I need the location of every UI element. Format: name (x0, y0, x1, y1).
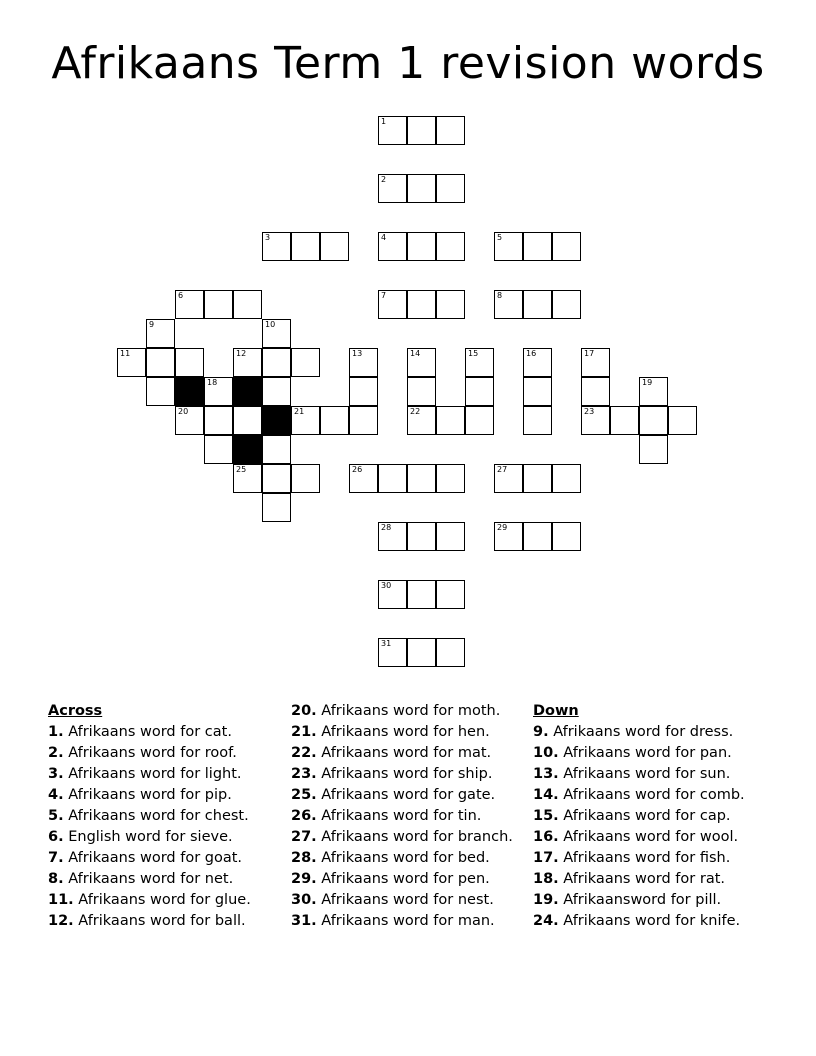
clue-number: 3 (265, 233, 271, 242)
clue-number: 2. (48, 745, 64, 761)
clue-number: 31 (381, 639, 392, 648)
clue-item (533, 869, 773, 890)
grid-cell[interactable] (465, 406, 494, 435)
grid-cell[interactable] (204, 435, 233, 464)
clue-number: 11. (48, 892, 74, 908)
clue-number: 14 (410, 349, 421, 358)
grid-cell[interactable] (407, 290, 436, 319)
grid-cell[interactable] (436, 406, 465, 435)
black-square (233, 435, 262, 464)
clue-number: 8. (48, 871, 64, 887)
clue-text: English word for sieve. (68, 829, 233, 845)
clue-item (533, 743, 773, 764)
grid-cell[interactable] (378, 232, 407, 261)
clue-number: 20. (291, 703, 317, 719)
clue-number: 28 (381, 523, 392, 532)
clue-item (533, 764, 773, 785)
clue-item (533, 890, 773, 911)
clue-number: 2 (381, 175, 387, 184)
grid-cell[interactable] (175, 290, 204, 319)
clue-number: 27 (497, 465, 508, 474)
grid-cell[interactable] (465, 348, 494, 377)
grid-cell[interactable] (378, 580, 407, 609)
grid-cell[interactable] (523, 232, 552, 261)
clue-number: 22. (291, 745, 317, 761)
clue-item (533, 848, 773, 869)
grid-cell[interactable] (436, 464, 465, 493)
clue-item (291, 722, 521, 743)
clue-number: 27. (291, 829, 317, 845)
grid-cell[interactable] (523, 464, 552, 493)
grid-cell[interactable] (523, 522, 552, 551)
clue-text: Afrikaans word for nest. (321, 892, 494, 908)
grid-cell[interactable] (552, 522, 581, 551)
clue-text: Afrikaans word for gate. (321, 787, 496, 803)
clue-number: 22 (410, 407, 421, 416)
grid-cell[interactable] (233, 464, 262, 493)
clue-text: Afrikaans word for hen. (321, 724, 490, 740)
black-square (233, 377, 262, 406)
grid-cell[interactable] (639, 435, 668, 464)
clues-column-1 (48, 701, 278, 932)
clue-number: 10 (265, 320, 276, 329)
clue-number: 17 (584, 349, 595, 358)
grid-cell[interactable] (436, 522, 465, 551)
clue-text: Afrikaans word for dress. (553, 724, 734, 740)
grid-cell[interactable] (581, 377, 610, 406)
grid-cell[interactable] (262, 377, 291, 406)
across-heading: Across (48, 703, 103, 719)
grid-cell[interactable] (175, 348, 204, 377)
clue-item (533, 827, 773, 848)
clue-item (291, 743, 521, 764)
grid-cell[interactable] (436, 290, 465, 319)
clue-item (533, 911, 773, 932)
grid-cell[interactable] (407, 174, 436, 203)
clue-number: 20 (178, 407, 189, 416)
page-title: Afrikaans Term 1 revision words (51, 38, 765, 89)
grid-cell[interactable] (320, 232, 349, 261)
clue-item (48, 743, 278, 764)
clue-item (291, 869, 521, 890)
grid-cell[interactable] (494, 290, 523, 319)
grid-cell[interactable] (262, 493, 291, 522)
grid-cell[interactable] (494, 522, 523, 551)
grid-cell[interactable] (349, 406, 378, 435)
clue-number: 5. (48, 808, 64, 824)
grid-cell[interactable] (262, 348, 291, 377)
clue-item (533, 785, 773, 806)
grid-cell[interactable] (146, 319, 175, 348)
black-square (262, 406, 291, 435)
clue-text: Afrikaans word for net. (68, 871, 234, 887)
grid-cell[interactable] (146, 377, 175, 406)
clue-item (48, 785, 278, 806)
clue-text: Afrikaans word for light. (68, 766, 242, 782)
clue-number: 23 (584, 407, 595, 416)
grid-cell[interactable] (494, 464, 523, 493)
grid-cell[interactable] (407, 638, 436, 667)
down-clue-list (533, 722, 773, 932)
clue-text: Afrikaans word for ball. (78, 913, 246, 929)
clue-item (291, 764, 521, 785)
grid-cell[interactable] (552, 464, 581, 493)
grid-cell[interactable] (407, 348, 436, 377)
grid-cell[interactable] (552, 232, 581, 261)
clue-number: 29 (497, 523, 508, 532)
clue-number: 9. (533, 724, 549, 740)
grid-cell[interactable] (668, 406, 697, 435)
grid-cell[interactable] (552, 290, 581, 319)
grid-cell[interactable] (436, 174, 465, 203)
clue-item (291, 785, 521, 806)
clue-item (48, 848, 278, 869)
clue-text: Afrikaans word for cap. (563, 808, 731, 824)
clue-number: 31. (291, 913, 317, 929)
grid-cell[interactable] (610, 406, 639, 435)
clue-number: 6 (178, 291, 184, 300)
grid-cell[interactable] (291, 406, 320, 435)
clue-number: 30. (291, 892, 317, 908)
clue-number: 15 (468, 349, 479, 358)
clue-number: 26 (352, 465, 363, 474)
clue-text: Afrikaans word for ship. (321, 766, 493, 782)
clue-number: 7 (381, 291, 387, 300)
clue-item (48, 722, 278, 743)
clue-text: Afrikaans word for glue. (78, 892, 251, 908)
grid-cell[interactable] (639, 377, 668, 406)
grid-cell[interactable] (146, 348, 175, 377)
across-clue-list-continued (291, 701, 521, 932)
clues-column-3 (533, 701, 773, 932)
clue-item (291, 911, 521, 932)
clue-number: 4. (48, 787, 64, 803)
clue-item (48, 890, 278, 911)
grid-cell[interactable] (262, 319, 291, 348)
grid-cell[interactable] (262, 464, 291, 493)
clue-number: 25 (236, 465, 247, 474)
grid-cell[interactable] (378, 464, 407, 493)
grid-cell[interactable] (349, 464, 378, 493)
clue-number: 26. (291, 808, 317, 824)
clue-number: 10. (533, 745, 559, 761)
grid-cell[interactable] (436, 232, 465, 261)
clue-text: Afrikaans word for knife. (563, 913, 741, 929)
down-heading: Down (533, 703, 579, 719)
grid-cell[interactable] (291, 464, 320, 493)
grid-cell[interactable] (581, 348, 610, 377)
grid-cell[interactable] (436, 580, 465, 609)
clue-number: 16. (533, 829, 559, 845)
grid-cell[interactable] (523, 290, 552, 319)
clue-number: 21 (294, 407, 305, 416)
grid-cell[interactable] (378, 116, 407, 145)
clue-item (291, 848, 521, 869)
clue-number: 23. (291, 766, 317, 782)
grid-cell[interactable] (291, 232, 320, 261)
clue-item (291, 827, 521, 848)
clue-number: 16 (526, 349, 537, 358)
grid-cell[interactable] (204, 290, 233, 319)
grid-cell[interactable] (378, 522, 407, 551)
clue-text: Afrikaans word for goat. (68, 850, 243, 866)
clue-item (533, 806, 773, 827)
clue-number: 19. (533, 892, 559, 908)
clue-number: 29. (291, 871, 317, 887)
grid-cell[interactable] (262, 232, 291, 261)
grid-cell[interactable] (494, 232, 523, 261)
grid-cell[interactable] (349, 348, 378, 377)
grid-cell[interactable] (175, 406, 204, 435)
clue-number: 11 (120, 349, 131, 358)
grid-cell[interactable] (378, 638, 407, 667)
clue-number: 12. (48, 913, 74, 929)
grid-cell[interactable] (407, 522, 436, 551)
clue-text: Afrikaans word for wool. (563, 829, 739, 845)
clue-number: 8 (497, 291, 503, 300)
black-square (175, 377, 204, 406)
clue-text: Afrikaansword for pill. (563, 892, 722, 908)
clue-text: Afrikaans word for cat. (68, 724, 232, 740)
clue-item (291, 806, 521, 827)
clue-number: 15. (533, 808, 559, 824)
clue-number: 4 (381, 233, 387, 242)
clue-item (291, 890, 521, 911)
clue-text: Afrikaans word for pen. (321, 871, 490, 887)
grid-cell[interactable] (320, 406, 349, 435)
grid-cell[interactable] (465, 377, 494, 406)
clue-item (291, 701, 521, 722)
clue-text: Afrikaans word for chest. (68, 808, 249, 824)
clue-item (48, 764, 278, 785)
clue-number: 30 (381, 581, 392, 590)
clue-text: Afrikaans word for comb. (563, 787, 745, 803)
clue-text: Afrikaans word for mat. (321, 745, 492, 761)
clue-number: 21. (291, 724, 317, 740)
clue-text: Afrikaans word for fish. (563, 850, 731, 866)
grid-cell[interactable] (581, 406, 610, 435)
grid-cell[interactable] (407, 406, 436, 435)
clue-text: Afrikaans word for pan. (563, 745, 732, 761)
clues-column-2 (291, 701, 521, 932)
grid-cell[interactable] (436, 116, 465, 145)
grid-cell[interactable] (407, 377, 436, 406)
grid-cell[interactable] (233, 290, 262, 319)
clue-text: Afrikaans word for sun. (563, 766, 731, 782)
grid-cell[interactable] (204, 406, 233, 435)
grid-cell[interactable] (639, 406, 668, 435)
grid-cell[interactable] (407, 232, 436, 261)
clue-text: Afrikaans word for rat. (563, 871, 725, 887)
grid-cell[interactable] (378, 290, 407, 319)
clue-number: 19 (642, 378, 653, 387)
clue-text: Afrikaans word for pip. (68, 787, 232, 803)
clue-item (48, 827, 278, 848)
clue-number: 25. (291, 787, 317, 803)
clue-text: Afrikaans word for roof. (68, 745, 237, 761)
grid-cell[interactable] (407, 580, 436, 609)
grid-cell[interactable] (407, 116, 436, 145)
clue-number: 13 (352, 349, 363, 358)
grid-cell[interactable] (407, 464, 436, 493)
grid-cell[interactable] (291, 348, 320, 377)
clue-number: 7. (48, 850, 64, 866)
clue-text: Afrikaans word for tin. (321, 808, 482, 824)
clue-number: 6. (48, 829, 64, 845)
grid-cell[interactable] (233, 406, 262, 435)
grid-cell[interactable] (204, 377, 233, 406)
grid-cell[interactable] (262, 435, 291, 464)
grid-cell[interactable] (117, 348, 146, 377)
clue-number: 18. (533, 871, 559, 887)
clue-number: 28. (291, 850, 317, 866)
clue-number: 9 (149, 320, 155, 329)
clue-number: 3. (48, 766, 64, 782)
grid-cell[interactable] (349, 377, 378, 406)
clue-number: 5 (497, 233, 503, 242)
clue-item (48, 806, 278, 827)
grid-cell[interactable] (378, 174, 407, 203)
clue-number: 24. (533, 913, 559, 929)
clue-number: 18 (207, 378, 218, 387)
clue-text: Afrikaans word for bed. (321, 850, 490, 866)
clue-text: Afrikaans word for man. (321, 913, 495, 929)
clue-number: 13. (533, 766, 559, 782)
grid-cell[interactable] (436, 638, 465, 667)
grid-cell[interactable] (523, 348, 552, 377)
clue-text: Afrikaans word for moth. (321, 703, 501, 719)
clue-number: 14. (533, 787, 559, 803)
clue-item (48, 911, 278, 932)
clue-number: 1 (381, 117, 387, 126)
across-clue-list (48, 722, 278, 932)
grid-cell[interactable] (233, 348, 262, 377)
clue-text: Afrikaans word for branch. (321, 829, 513, 845)
clue-number: 12 (236, 349, 247, 358)
clue-item (48, 869, 278, 890)
clue-number: 1. (48, 724, 64, 740)
grid-cell[interactable] (523, 377, 552, 406)
clue-number: 17. (533, 850, 559, 866)
grid-cell[interactable] (523, 406, 552, 435)
clue-item (533, 722, 773, 743)
